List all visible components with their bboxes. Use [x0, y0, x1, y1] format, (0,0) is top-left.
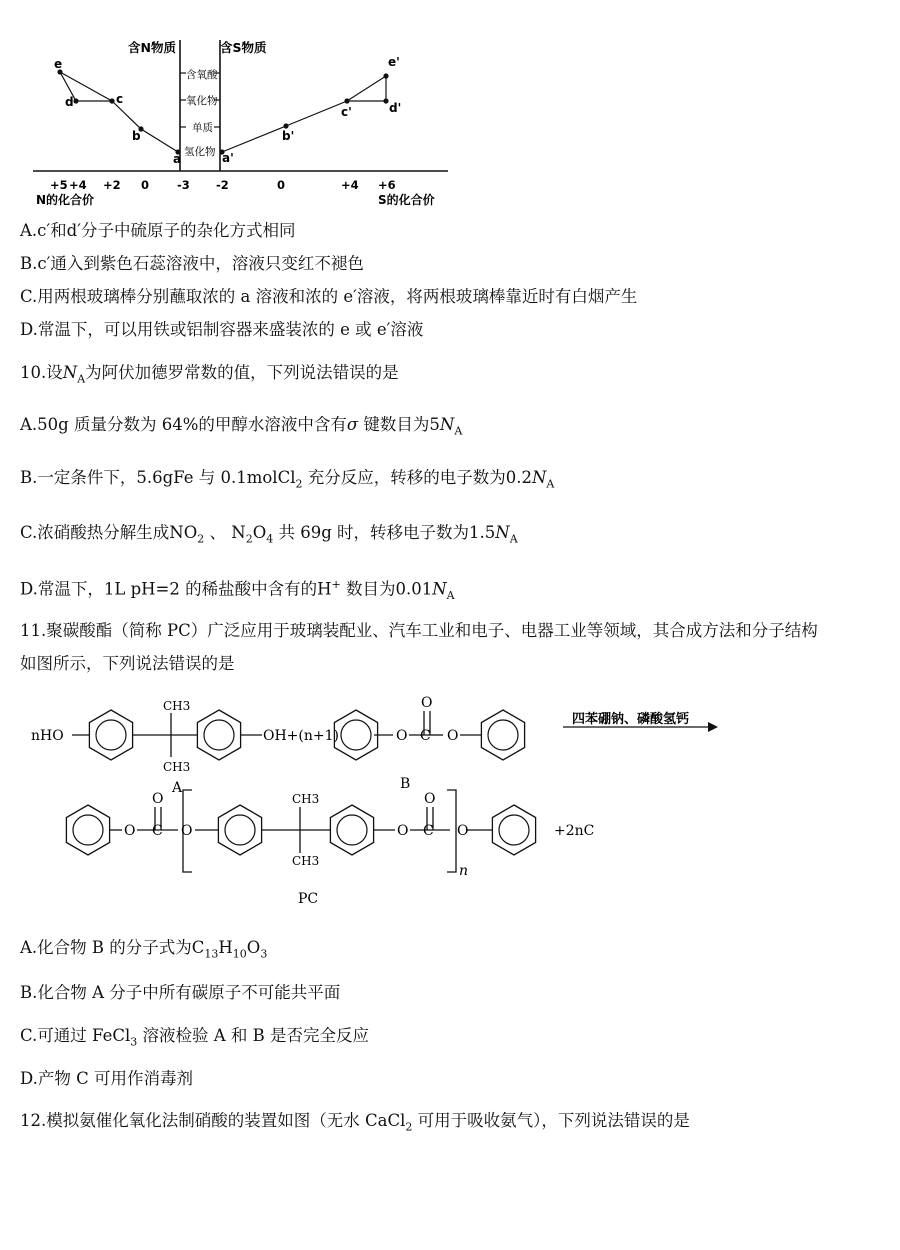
scheme-oh-plus: OH+(n+1) — [263, 728, 339, 744]
s-tick-minus2: -2 — [216, 178, 229, 192]
s-tick-plus4: +4 — [341, 178, 359, 192]
q11-option-a: A.化合物 B 的分子式为$C_{13}H_{10}O_3$ — [20, 938, 268, 961]
n-tick-minus3: -3 — [177, 178, 190, 192]
q11-option-d: D.产物 C 可用作消毒剂 — [20, 1069, 194, 1088]
scheme-o-pc1: O — [124, 823, 136, 839]
scheme-o-pc4b: O — [457, 823, 469, 839]
scheme-o-b-top: O — [421, 695, 433, 711]
scheme-c-pc1: C — [152, 823, 163, 839]
scheme-o-pc1-top: O — [152, 791, 164, 807]
q9-option-d: D.常温下，可以用铁或铝制容器来盛装浓的 e 或 e′溶液 — [20, 320, 424, 339]
n-tick-plus4: +4 — [69, 178, 87, 192]
n-axis-label: N的化合价 — [36, 193, 95, 207]
point-d-prime: d' — [389, 101, 402, 115]
category-hydride: 氢化物 — [184, 146, 216, 158]
n-substance-title: 含N物质 — [128, 40, 176, 55]
pc-synthesis-scheme — [0, 685, 900, 920]
valence-class-diagram — [0, 0, 900, 215]
q11-option-c: C.可通过 FeCl$_3$ 溶液检验 A 和 B 是否完全反应 — [20, 1026, 370, 1049]
point-a-prime: a' — [222, 151, 234, 165]
scheme-o-pc2: O — [181, 823, 193, 839]
q9-option-b: B.c′通入到紫色石蕊溶液中，溶液只变红不褪色 — [20, 254, 364, 273]
scheme-o-pc3-top: O — [424, 791, 436, 807]
s-substance-title: 含S物质 — [220, 40, 267, 55]
scheme-label-pc: PC — [298, 891, 319, 907]
point-d: d — [65, 95, 74, 109]
q10-stem: 10.设$N_A$为阿伏加德罗常数的值，下列说法错误的是 — [20, 363, 399, 386]
scheme-label-b: B — [400, 776, 411, 792]
scheme-c-b: C — [420, 728, 431, 744]
q12-stem: 12.模拟氨催化氧化法制硝酸的装置如图（无水 CaCl$_2$ 可用于吸收氨气），下列说法错误的是 — [20, 1111, 690, 1134]
s-tick-0: 0 — [277, 178, 286, 192]
scheme-o-pc3: O — [397, 823, 409, 839]
n-tick-plus5: +5 — [50, 178, 68, 192]
point-b: b — [132, 129, 141, 143]
q11-stem-line1: 11.聚碳酸酯（简称 PC）广泛应用于玻璃装配业、汽车工业和电子、电器工业等领域，其合成方法和分子结构 — [20, 621, 818, 640]
q10-option-b: B.一定条件下，5.6gFe 与 0.1molCl$_2$ 充分反应，转移的电子数为$0.2N_A$ — [20, 468, 555, 491]
scheme-ch3-bottom-a: CH3 — [163, 760, 191, 774]
point-b-prime: b' — [282, 129, 295, 143]
scheme-ch3-bottom-pc: CH3 — [292, 854, 320, 868]
category-element: 单质 — [192, 122, 213, 134]
point-e-prime: e' — [388, 55, 400, 69]
q10-option-a: A.50g 质量分数为 64%的甲醇水溶液中含有σ 键数目为$5N_A$ — [20, 415, 463, 438]
scheme-label-a: A — [172, 780, 183, 796]
q10-option-c: C.浓硝酸热分解生成$NO_2$ 、 $N_2O_4$ 共 69g 时，转移电子数为$1.5N_A$ — [20, 523, 518, 546]
s-tick-plus6: +6 — [378, 178, 396, 192]
scheme-o-b1: O — [396, 728, 408, 744]
q11-option-b: B.化合物 A 分子中所有碳原子不可能共平面 — [20, 983, 341, 1002]
q11-stem-line2: 如图所示，下列说法错误的是 — [20, 654, 235, 673]
scheme-c-pc2: C — [423, 823, 434, 839]
category-oxyacid: 含氧酸 — [186, 69, 218, 81]
scheme-ch3-top-pc: CH3 — [292, 792, 320, 806]
scheme-reagent: 四苯硼钠、磷酸氢钙 — [572, 712, 690, 727]
point-e: e — [54, 57, 63, 71]
scheme-n-subscript: n — [459, 863, 469, 879]
point-c: c — [116, 92, 124, 106]
point-a: a — [173, 152, 182, 166]
scheme-plus-2nc: +2nC — [554, 823, 595, 839]
q9-option-c: C.用两根玻璃棒分别蘸取浓的 a 溶液和浓的 e′溶液，将两根玻璃棒靠近时有白烟产生 — [20, 287, 638, 306]
n-tick-plus2: +2 — [103, 178, 121, 192]
scheme-nho: nHO — [31, 728, 64, 744]
scheme-o-b2: O — [447, 728, 459, 744]
q10-option-d: D.常温下，1L pH=2 的稀盐酸中含有的H+ 数目为$0.01N_A$ — [20, 578, 455, 602]
scheme-ch3-top-a: CH3 — [163, 699, 191, 713]
point-c-prime: c' — [341, 105, 352, 119]
category-oxide: 氧化物 — [186, 95, 218, 107]
q9-option-a: A.c′和d′分子中硫原子的杂化方式相同 — [20, 221, 296, 240]
s-axis-label: S的化合价 — [378, 193, 435, 207]
n-tick-0: 0 — [141, 178, 150, 192]
